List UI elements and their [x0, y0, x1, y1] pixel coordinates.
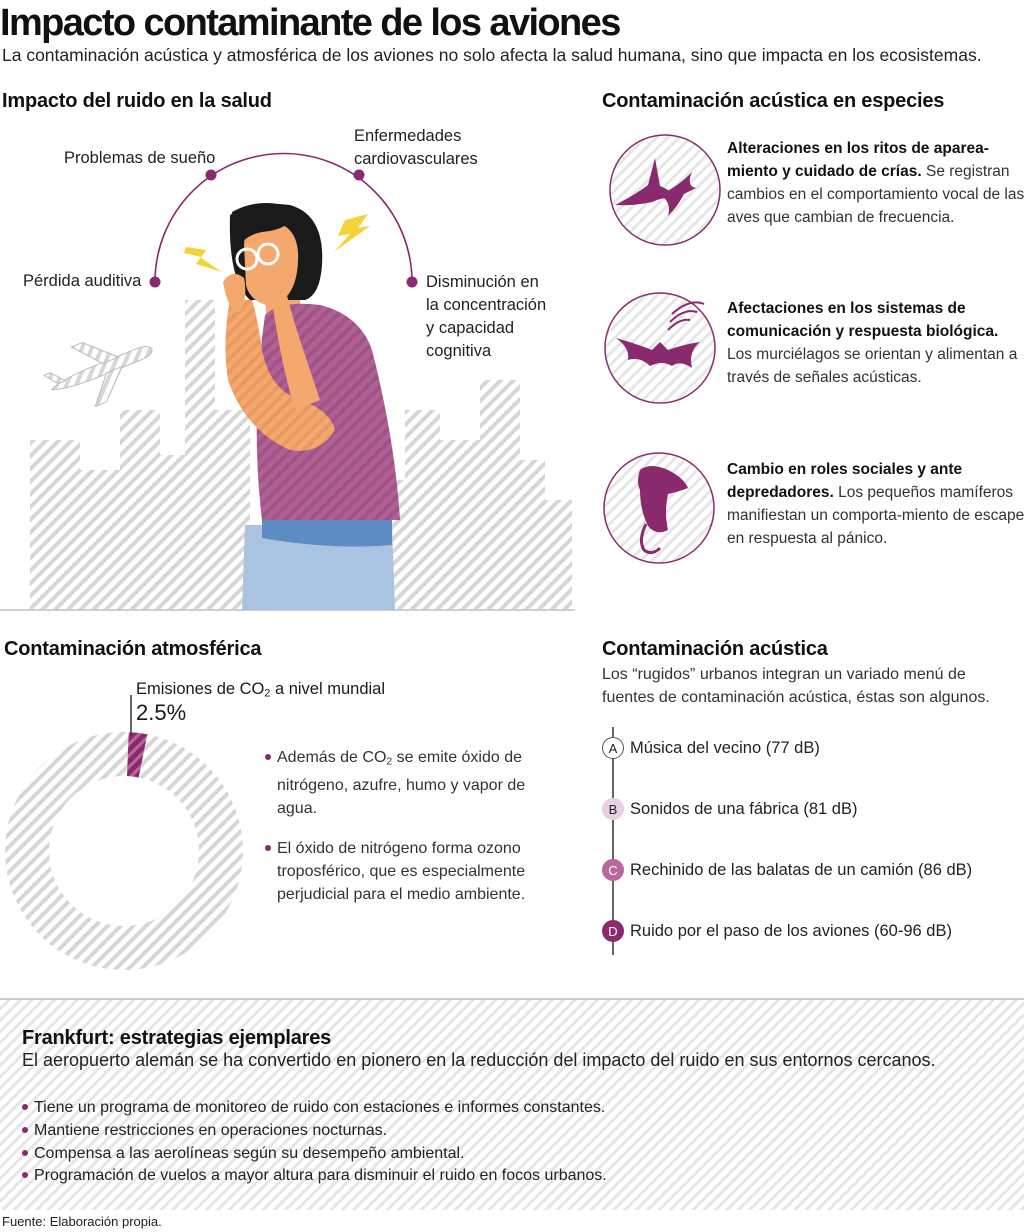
atmospheric-bullet-2: El óxido de nitrógeno forma ozono troposférico, que es especialmente perjudicial para el medio ambiente. — [265, 837, 540, 906]
noise-source-item — [602, 857, 972, 883]
acoustic-heading: Contaminación acústica — [602, 638, 828, 660]
woman-illustration — [223, 203, 400, 610]
species-heading: Contaminación acústica en especies — [602, 90, 945, 112]
noise-letter-badge: B — [602, 798, 624, 820]
species-item-title: Afectaciones en los sistemas de comunicación y respuesta biológica. — [727, 300, 999, 340]
noise-source-text: Sonidos de una fábrica (81 dB) — [630, 799, 858, 818]
label-cognitive-1: Disminución en — [426, 273, 539, 291]
emissions-share: 2.5% — [136, 700, 187, 725]
page-title: Impacto contaminante de los aviones — [0, 2, 620, 44]
frankfurt-intro: El aeropuerto alemán se ha convertido en pionero en la reducción del impacto del ruido en sus entornos cercanos. — [22, 1050, 936, 1070]
species-item-text: Los pequeños mamíferos manifiestan un comporta-miento de escape en respuesta al pánico. — [727, 484, 1024, 547]
noise-letter-badge: D — [602, 920, 624, 942]
health-heading: Impacto del ruido en la salud — [2, 90, 272, 112]
noise-source-text: Rechinido de las balatas de un camión (86 dB) — [630, 860, 973, 879]
label-cardio-2: cardiovasculares — [354, 150, 478, 168]
label-cognitive-2: la concentración — [426, 296, 547, 314]
species-item-title: Cambio en roles sociales y ante depredadores. — [727, 461, 963, 501]
frankfurt-bullet: Programación de vuelos a mayor altura para disminuir el ruido en focos urbanos. — [22, 1167, 607, 1185]
atmospheric-bullet-1: Además de $CO_2$ se emite óxido de nitrógeno, azufre, humo y vapor de agua. — [265, 746, 545, 820]
page-subtitle: La contaminación acústica y atmosférica de los aviones no solo afecta la salud humana, sino que impacta en los ecosistemas. — [2, 45, 982, 65]
species-item-title: Alteraciones en los ritos de aparea-miento y cuidado de crías. — [727, 140, 989, 180]
species-item-mammals — [727, 458, 1024, 550]
species-item-text: Se registran cambios en el comportamiento vocal de las aves que cambian de frecuencia. — [727, 163, 1024, 226]
noise-source-item — [602, 918, 952, 944]
possum-icon-circle — [604, 453, 714, 563]
birds-icon-circle — [610, 135, 720, 245]
noise-source-text: Ruido por el paso de los aviones (60-96 dB) — [630, 921, 952, 940]
source-note: Fuente: Elaboración propia. — [2, 1214, 162, 1229]
frankfurt-heading: Frankfurt: estrategias ejemplares — [22, 1027, 332, 1049]
emissions-donut — [27, 695, 221, 948]
frankfurt-bullet: Tiene un programa de monitoreo de ruido con estaciones e informes constantes. — [22, 1099, 605, 1117]
noise-source-item — [602, 796, 857, 822]
frankfurt-bullet: Mantiene restricciones en operaciones nocturnas. — [22, 1122, 387, 1140]
label-cognitive-3: y capacidad — [426, 319, 515, 337]
bat-icon-circle — [605, 293, 715, 403]
label-cardio-1: Enfermedades — [354, 127, 462, 145]
label-sleep-problems: Problemas de sueño — [64, 149, 216, 167]
label-hearing-loss: Pérdida auditiva — [23, 272, 142, 290]
noise-source-item — [602, 735, 820, 761]
atmospheric-heading: Contaminación atmosférica — [4, 638, 262, 660]
noise-source-text: Música del vecino (77 dB) — [630, 738, 820, 757]
noise-letter-badge: C — [602, 859, 624, 881]
acoustic-intro: Los “rugidos” urbanos integran un variado menú de fuentes de contaminación acústica, éstas son algunos. — [602, 666, 990, 706]
frankfurt-bullet: Compensa a las aerolíneas según su desempeño ambiental. — [22, 1145, 465, 1163]
species-item-birds — [727, 137, 1024, 229]
lightning-icon — [334, 214, 370, 252]
species-item-text: Los murciélagos se orientan y alimentan a través de señales acústicas. — [727, 346, 1018, 386]
lightning-icon — [184, 247, 222, 272]
species-item-bats — [727, 297, 1024, 389]
noise-letter-badge: A — [602, 737, 624, 759]
airplane-icon — [38, 319, 164, 420]
label-cognitive-4: cognitiva — [426, 342, 492, 360]
emissions-label: Emisiones de $CO_2$ a nivel mundial — [136, 680, 386, 700]
